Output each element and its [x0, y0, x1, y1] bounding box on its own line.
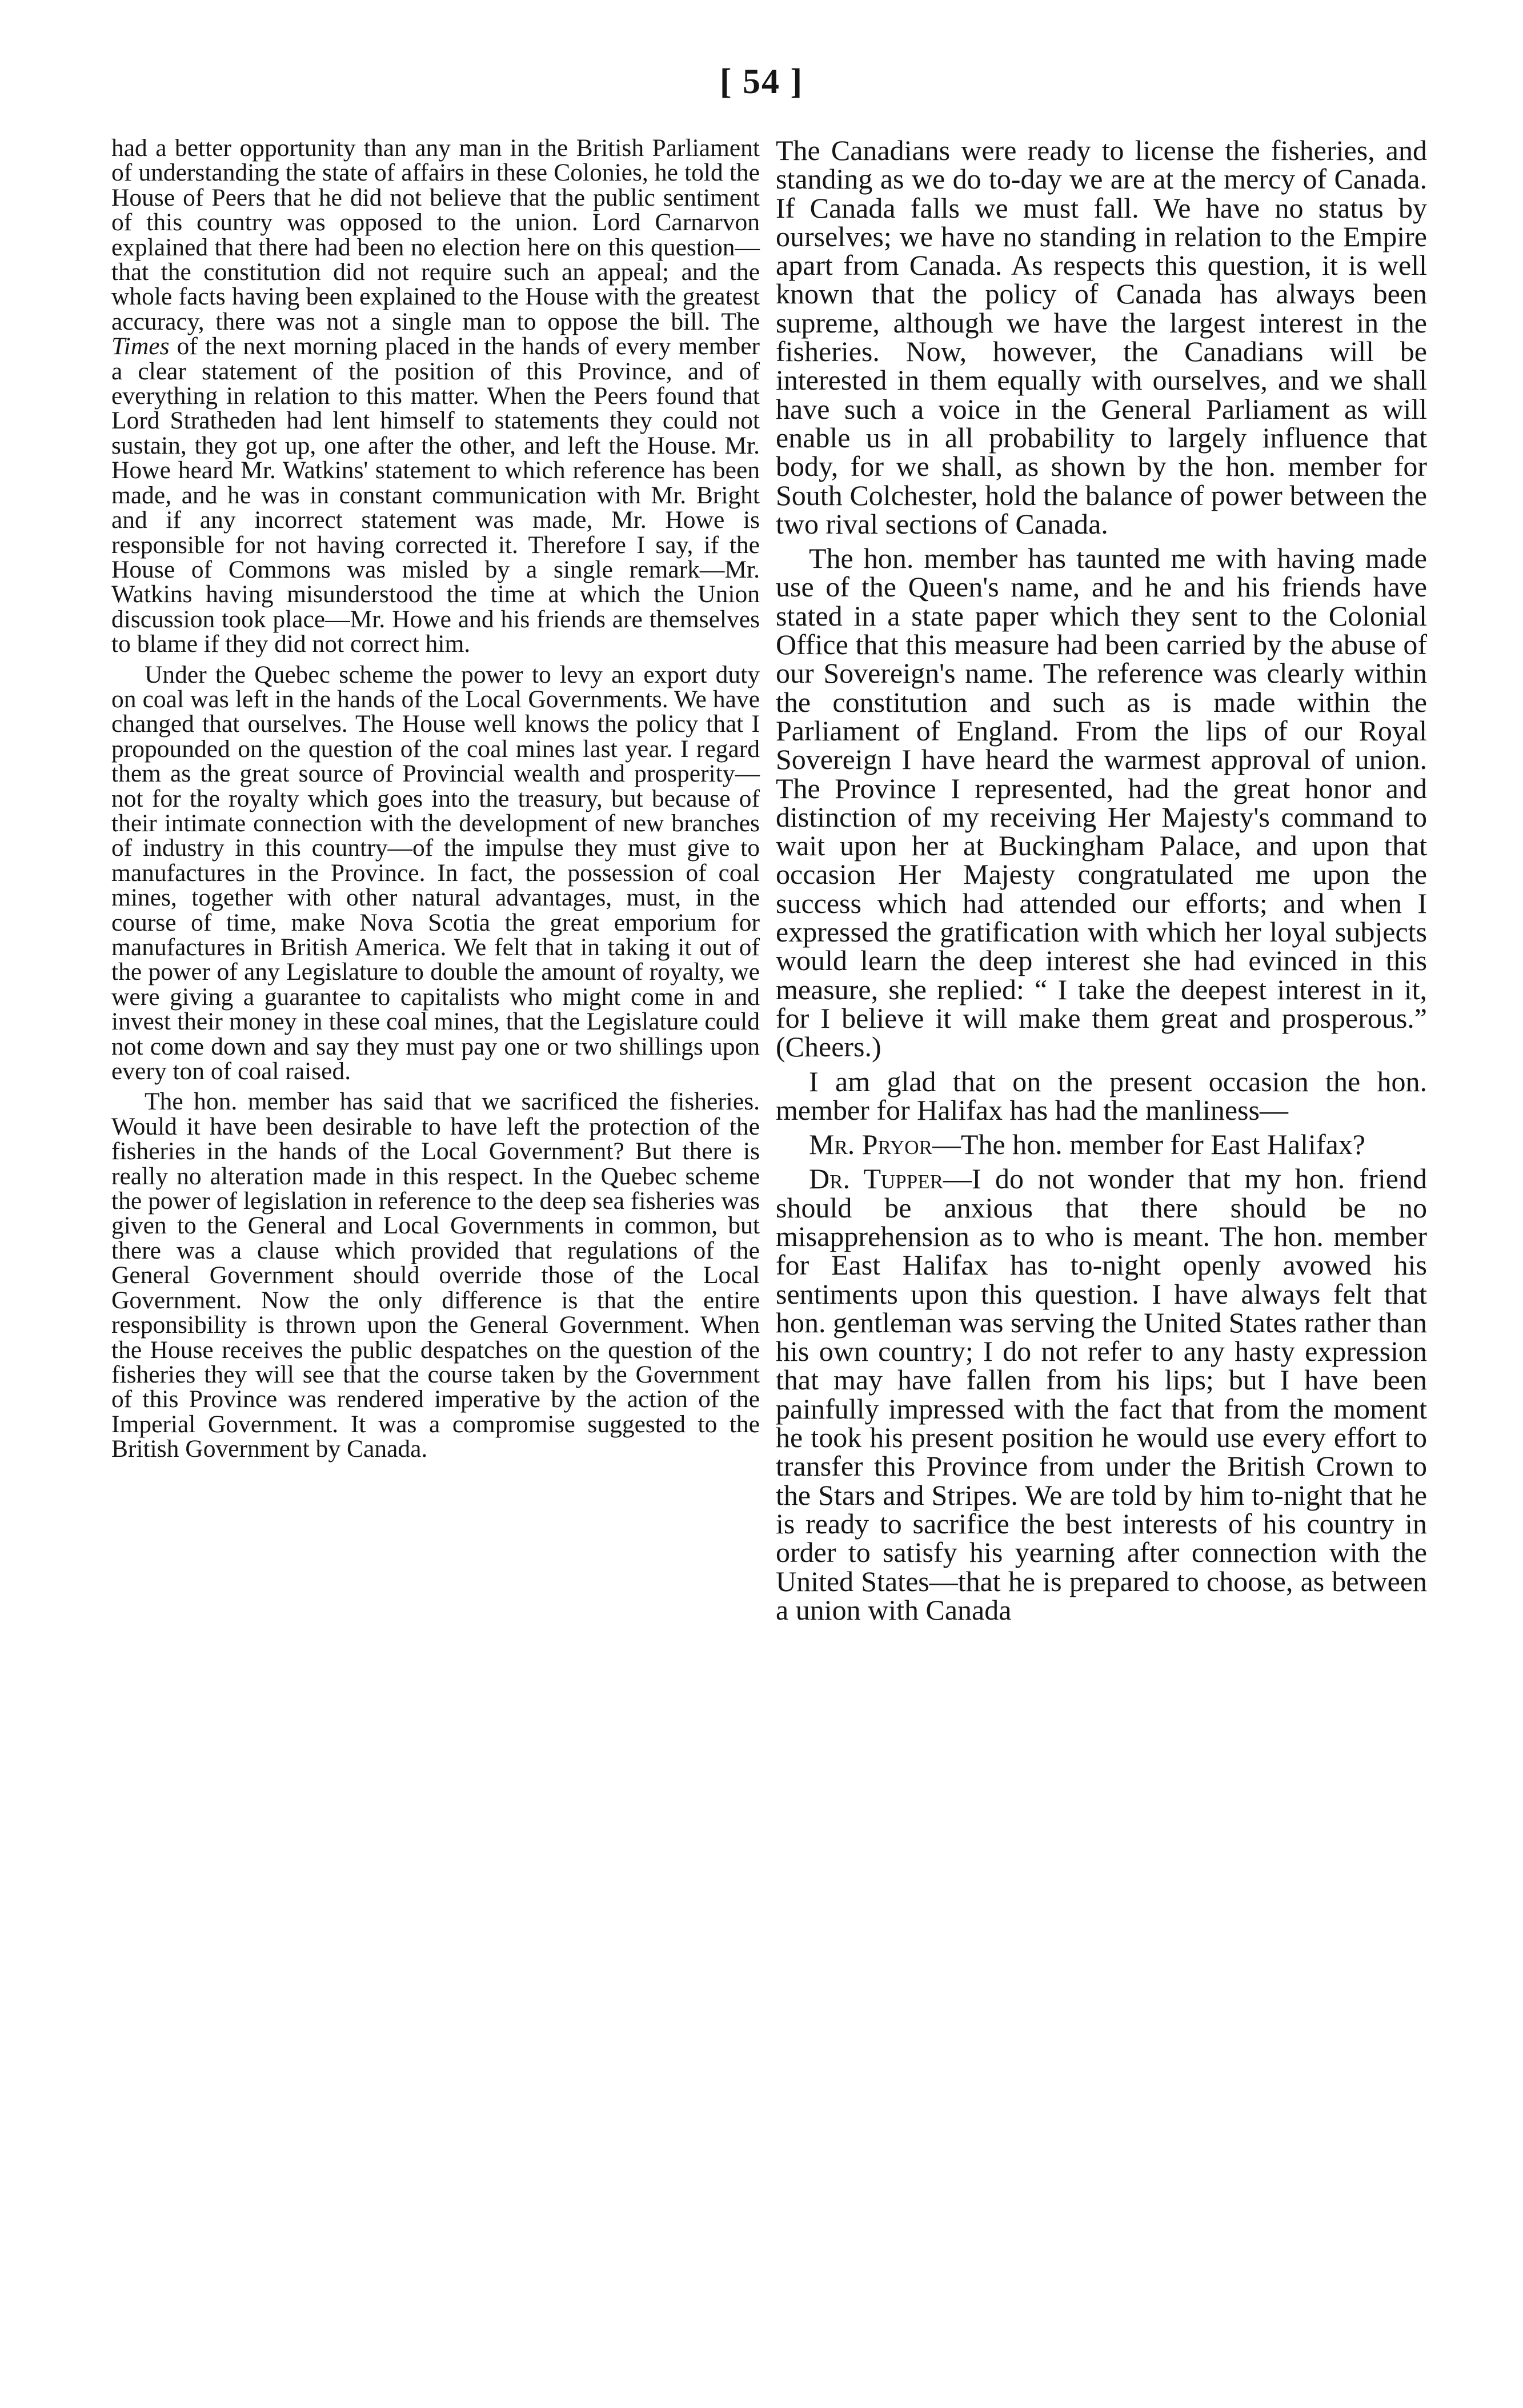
right-paragraph-2: The hon. member has taunted me with having made use of the Queen's name, and he and his friends have stated in a state paper which they sent to the Colonial Office that this measure had been carried by the abuse of our Sovereign's name. The reference was clearly within the constitution and such as is made within the Parliament of England. From the lips of our Royal Sovereign I have heard the warmest approval of union. The Province I represented, had the great honor and distinction of my receiving Her Majesty's command to wait upon her at Buckingham Palace, and upon that occasion Her Majesty congratulated me upon the success which had attended our efforts; and when I expressed the gratification with which her loyal subjects would learn the deep interest she had evinced in this measure, she replied: “ I take the deepest interest in it, for I believe it will make them great and prosperous.” (Cheers.) — [776, 542, 1427, 1063]
left-paragraph-1-continued: of the next morning placed in the hands of every member a clear statement of the position of this Province, and of everything in relation to this matter. When the Peers found that Lord Stratheden had lent himself to statements they could not sustain, they got up, one after the other, and left the House. Mr. Howe heard Mr. Watkins' statement to which reference has been made, and he was in constant communication with Mr. Bright and if any incorrect statement was made, Mr. Howe is responsible for not having corrected it. Therefore I say, if the House of Commons was misled by a single remark—Mr. Watkins having misunderstood the time at which the Union discussion took place—Mr. Howe and his friends are themselves to blame if they did not correct him. — [111, 332, 760, 658]
speaker-tupper: Dr. Tupper — [809, 1163, 943, 1195]
right-paragraph-4 — [776, 1130, 1427, 1159]
left-paragraph-3: The hon. member has said that we sacrificed the fisheries. Would it have been desirable to have left the protection of the fisheries in the hands of the Local Government? But there is really no alteration made in this respect. In the Quebec scheme the power of legislation in reference to the deep sea fisheries was given to the General and Local Governments in common, but there was a clause which provided that regulations of the General Government should override those of the Local Government. Now the only difference is that the entire responsibility is thrown upon the General Government. When the House receives the public despatches on the question of the fisheries they will see that the course taken by the Government of this Province was rendered imperative by the action of the Imperial Government. It was a compromise suggested to the British Government by Canada. — [111, 1088, 760, 1463]
times-article: The — [721, 307, 760, 335]
speaker-pryor: Mr. Pryor — [809, 1128, 932, 1161]
times-newspaper-name: Times — [111, 332, 170, 360]
right-paragraph-3: I am glad that on the present occasion the hon. member for Halifax has had the manliness— — [776, 1065, 1427, 1126]
right-column — [776, 136, 1427, 1630]
left-column — [111, 136, 760, 1468]
page-number: [ 54 ] — [719, 62, 804, 101]
left-paragraph-2: Under the Quebec scheme the power to levy an export duty on coal was left in the hands of the Local Governments. We have changed that ourselves. The House well knows the policy that I propounded on the question of the coal mines last year. I regard them as the great source of Provincial wealth and prosperity—not for the royalty which goes into the treasury, but because of their intimate connection with the development of new branches of industry in this country—of the impulse they must give to manufactures in the Province. In fact, the possession of coal mines, together with other natural advantages, must, in the course of time, make Nova Scotia the great emporium for manufactures in British America. We felt that in taking it out of the power of any Legislature to double the amount of royalty, we were giving a guarantee to capitalists who might come in and invest their money in these coal mines, that the Legislature could not come down and say they must pay one or two shillings upon every ton of coal raised. — [111, 660, 760, 1085]
right-paragraph-1: The Canadians were ready to license the fisheries, and standing as we do to-day we are at the mercy of Canada. If Canada falls we must fall. We have no status by ourselves; we have no standing in relation to the Empire apart from Canada. As respects this question, it is well known that the policy of Canada has always been supreme, although we have the largest interest in the fisheries. Now, however, the Canadians will be interested in them equally with ourselves, and we shall have such a voice in the General Parliament as will enable us in all probability to largely influence that body, for we shall, as shown by the hon. member for South Colchester, hold the balance of power between the two rival sections of Canada. — [776, 134, 1427, 540]
right-paragraph-5 — [776, 1164, 1427, 1624]
left-paragraph-1 — [111, 136, 760, 657]
left-paragraph-1-text: had a better opportunity than any man in the British Parliament of understanding the state of affairs in these Colonies, he told the House of Peers that he did not believe that the public sentiment of this country was opposed to the union. Lord Carnarvon explained that there had been no election here on this question—that the constitution did not require such an appeal; and the whole facts having been explained to the House with the greatest accuracy, there was not a single man to oppose the bill. — [111, 134, 760, 335]
pryor-remark: —The hon. member for East Halifax? — [932, 1128, 1365, 1161]
tupper-speech: —I do not wonder that my hon. friend should be anxious that there should be no misapprehension as to who is meant. The hon. member for East Halifax has to-night openly avowed his sentiments upon this question. I have always felt that hon. gentleman was serving the United States rather than his own country; I do not refer to any hasty expression that may have fallen from his lips; but I have been painfully impressed with the fact that from the moment he took his present position he would use every effort to transfer this Province from under the British Crown to the Stars and Stripes. We are told by him to-night that he is ready to sacrifice the best interests of his country in order to satisfy his yearning after connection with the United States—that he is prepared to choose, as between a union with Canada — [776, 1163, 1427, 1626]
